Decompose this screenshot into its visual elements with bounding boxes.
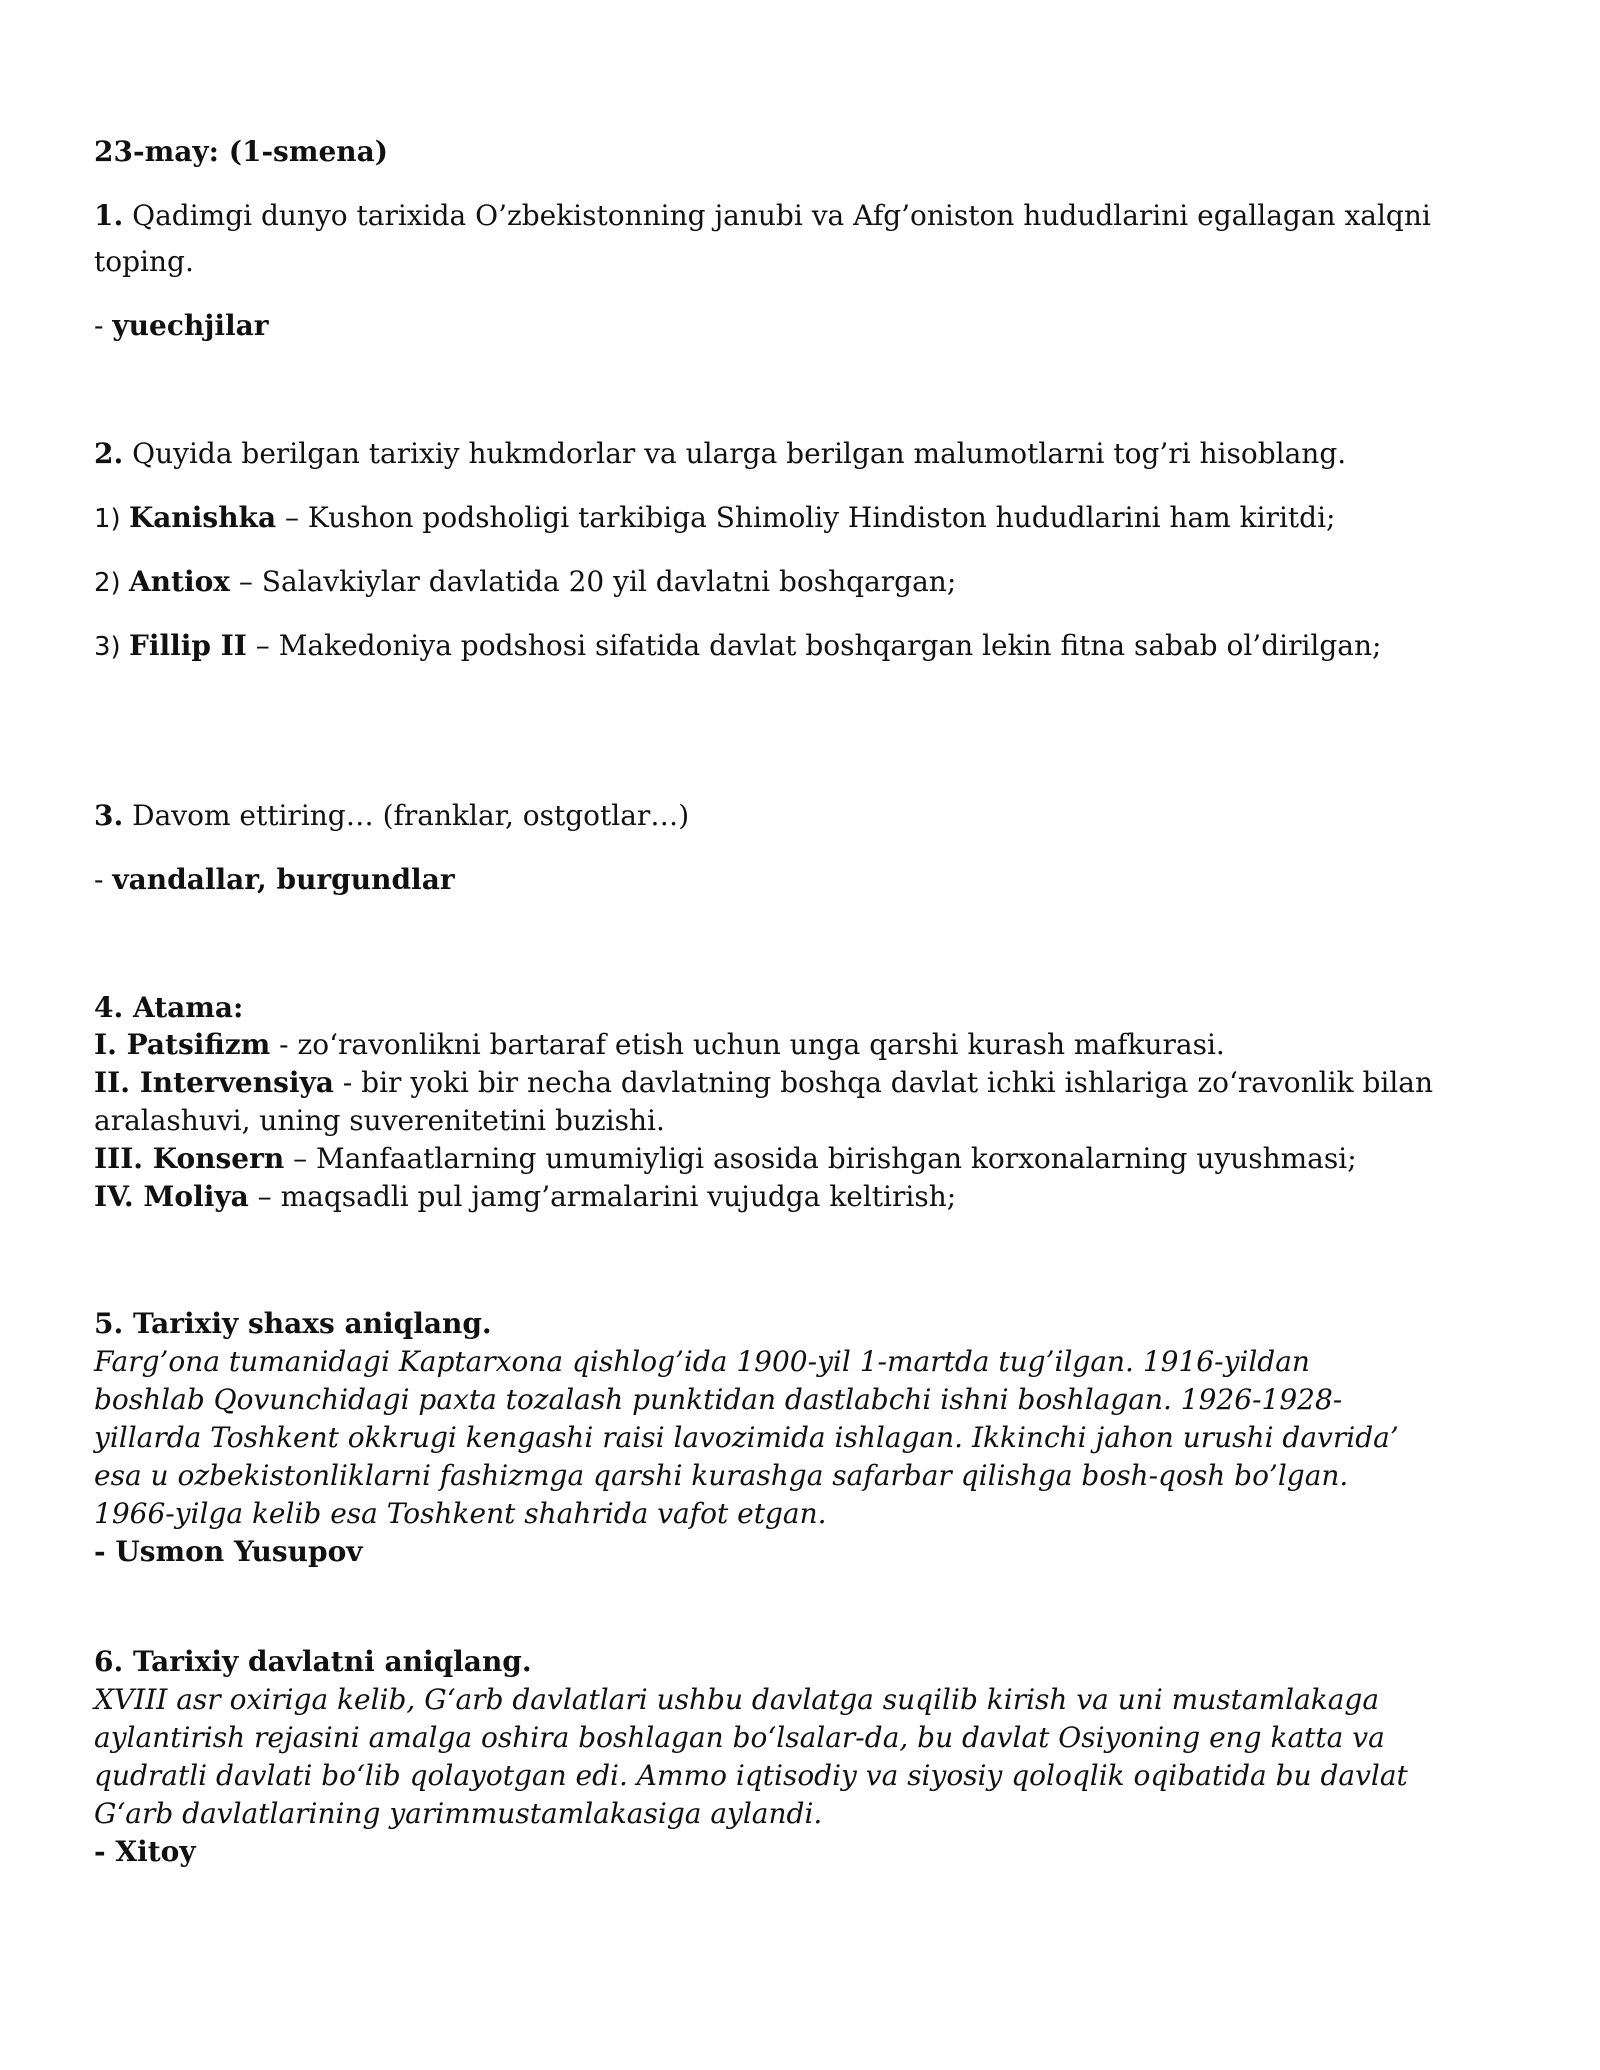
question-6-text-line: qudratli davlati bo‘lib qolayotgan edi. Ammo iqtisodiy va siyosiy qoloqlik oqibatida bu davlat (94, 1759, 1408, 1792)
question-5-text-line: boshlab Qovunchidagi paxta tozalash punktidan dastlabchi ishni boshlagan. 1926-1928- (94, 1383, 1343, 1416)
question-4-title: 4. Atama: (94, 991, 244, 1024)
question-6-text-line: G‘arb davlatlarining yarimmustamlakasiga aylandi. (94, 1797, 823, 1830)
ruler-item-3 (94, 628, 1381, 665)
answer-6: - Xitoy (94, 1835, 196, 1868)
answer-text: yuechjilar (112, 309, 269, 342)
question-text: Quyida berilgan tarixiy hukmdorlar va ularga berilgan malumotlarni tog’ri hisoblang. (123, 437, 1347, 470)
term-name: I. Patsifizm (94, 1028, 271, 1061)
question-6-text-line: aylantirish rejasini amalga oshira boshlagan bo‘lsalar-da, bu davlat Osiyoning eng katta va (94, 1721, 1385, 1754)
answer-3 (94, 862, 455, 898)
answer-5: - Usmon Yusupov (94, 1535, 363, 1568)
question-2 (94, 436, 1346, 472)
question-5-title: 5. Tarixiy shaxs aniqlang. (94, 1307, 492, 1340)
term-definition: – maqsadli pul jamg’armalarini vujudga keltirish; (248, 1180, 957, 1213)
term-definition: aralashuvi, uning suverenitetini buzishi. (94, 1104, 665, 1137)
ruler-item-1 (94, 500, 1335, 537)
term-item-3 (94, 1141, 1357, 1177)
item-number: 2) (94, 568, 129, 598)
date-heading: 23-may: (1-smena) (94, 135, 389, 168)
term-item-4 (94, 1179, 956, 1215)
question-text: Qadimgi dunyo tarixida O’zbekistonning janubi va Afg’oniston hududlarini egallagan xalqni (123, 199, 1431, 232)
term-definition: - bir yoki bir necha davlatning boshqa davlat ichki ishlariga zo‘ravonlik bilan (333, 1066, 1434, 1099)
term-name: II. Intervensiya (94, 1066, 334, 1099)
term-definition: – Manfaatlarning umumiyligi asosida birishgan korxonalarning uyushmasi; (284, 1142, 1357, 1175)
ruler-info: – Salavkiylar davlatida 20 yil davlatni boshqargan; (229, 565, 957, 598)
answer-dash: - (94, 863, 113, 896)
ruler-item-2 (94, 564, 956, 601)
question-text: Davom ettiring… (franklar, ostgotlar…) (123, 799, 690, 832)
term-item-2 (94, 1065, 1433, 1101)
question-3 (94, 798, 689, 834)
question-5-text-line: Farg’ona tumanidagi Kaptarxona qishlog’ida 1900-yil 1-martda tug’ilgan. 1916-yildan (94, 1345, 1310, 1378)
term-item-2-continued (94, 1103, 665, 1139)
question-1-continued: toping. (94, 245, 194, 278)
question-5-text-line: 1966-yilga kelib esa Toshkent shahrida vafot etgan. (94, 1497, 827, 1530)
ruler-info: – Makedoniya podshosi sifatida davlat boshqargan lekin fitna sabab ol’dirilgan; (246, 629, 1382, 662)
term-name: IV. Moliya (94, 1180, 249, 1213)
ruler-name: Antiox (128, 565, 230, 598)
question-6-title: 6. Tarixiy davlatni aniqlang. (94, 1645, 532, 1678)
question-number: 3. (94, 799, 124, 832)
term-item-1 (94, 1027, 1225, 1063)
term-definition: - zo‘ravonlikni bartaraf etish uchun unga qarshi kurash mafkurasi. (270, 1028, 1225, 1061)
question-5-text-line: esa u ozbekistonliklarni fashizmga qarshi kurashga safarbar qilishga bosh-qosh bo’lgan. (94, 1459, 1349, 1492)
answer-text: vandallar, burgundlar (112, 863, 455, 896)
ruler-name: Kanishka (128, 501, 277, 534)
question-number: 2. (94, 437, 124, 470)
answer-dash: - (94, 309, 113, 342)
term-name: III. Konsern (94, 1142, 285, 1175)
item-number: 1) (94, 504, 129, 534)
item-number: 3) (94, 632, 129, 662)
answer-1 (94, 308, 269, 344)
ruler-name: Fillip II (128, 629, 247, 662)
question-1 (94, 198, 1431, 234)
question-6-text-line: XVIII asr oxiriga kelib, G‘arb davlatlari ushbu davlatga suqilib kirish va uni mustamlakaga (94, 1683, 1380, 1716)
question-number: 1. (94, 199, 124, 232)
ruler-info: – Kushon podsholigi tarkibiga Shimoliy Hindiston hududlarini ham kiritdi; (276, 501, 1336, 534)
question-5-text-line: yillarda Toshkent okkrugi kengashi raisi lavozimida ishlagan. Ikkinchi jahon urushi davrida’ (94, 1421, 1399, 1454)
